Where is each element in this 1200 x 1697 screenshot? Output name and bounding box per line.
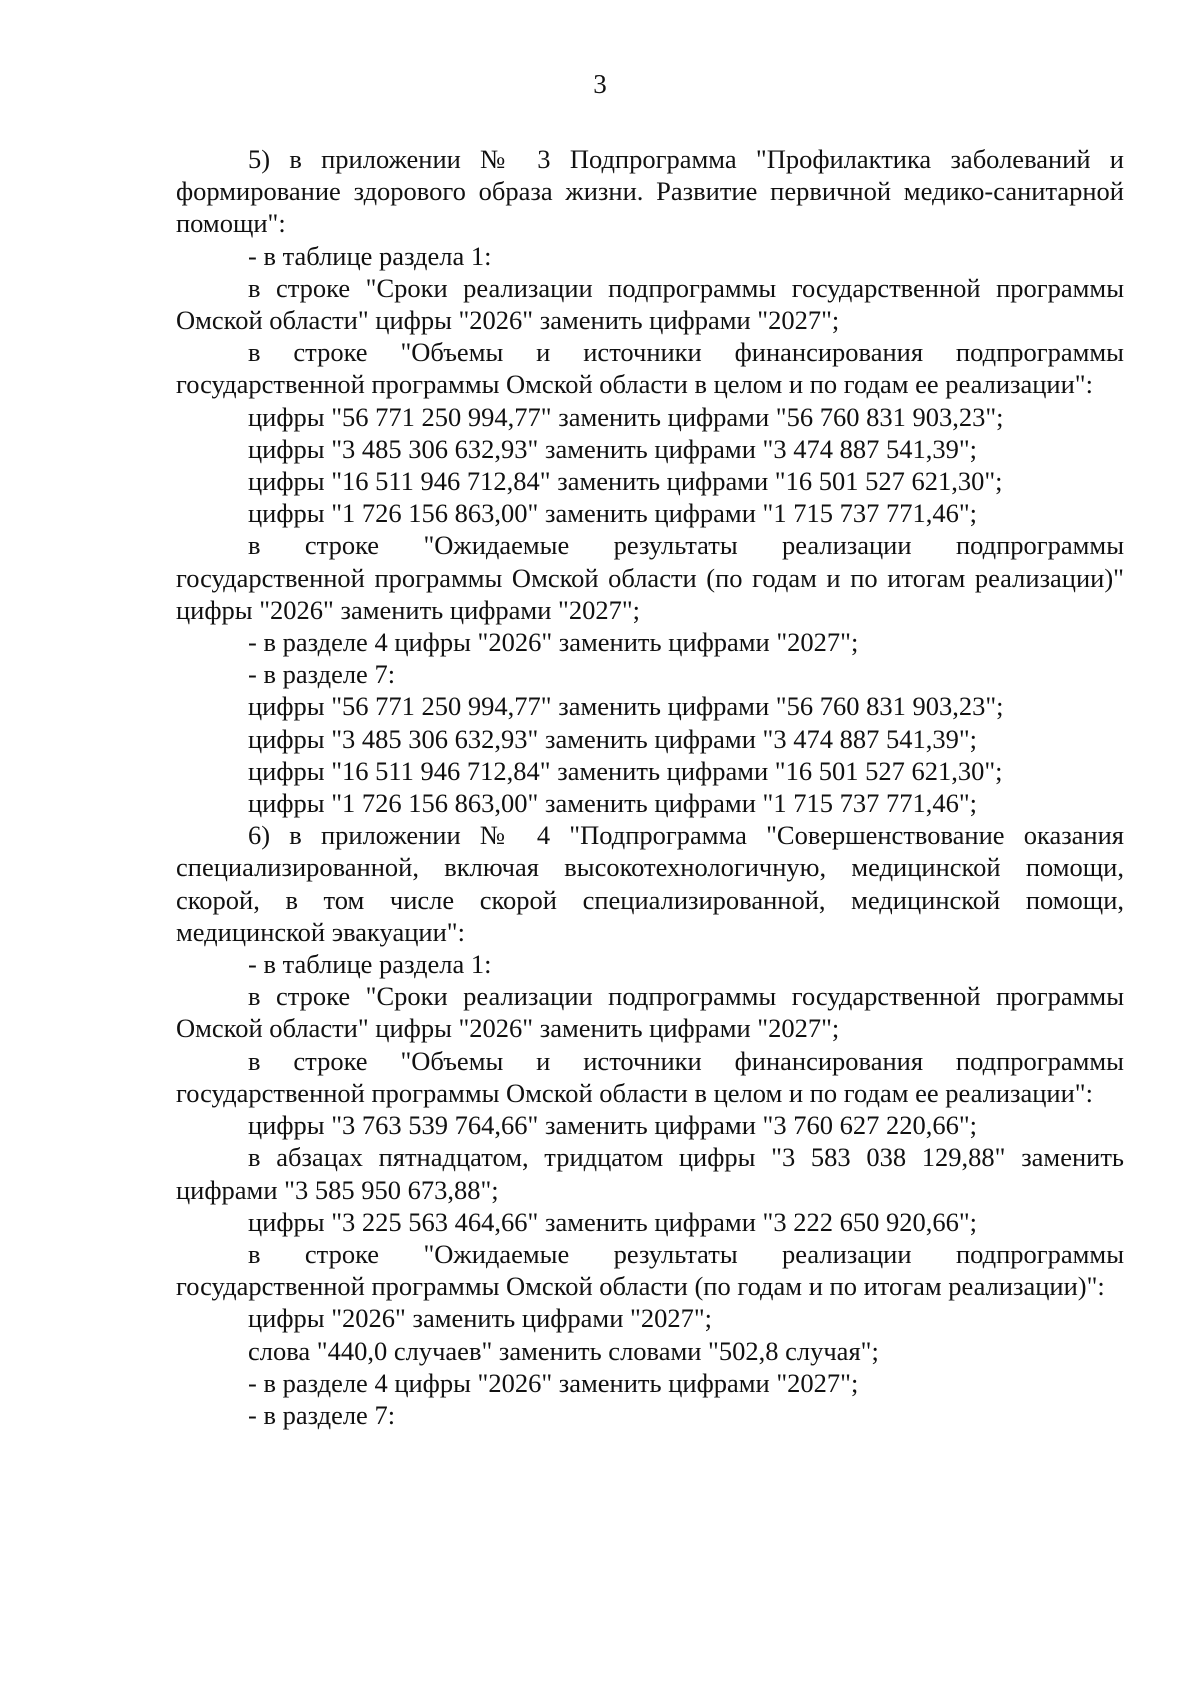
paragraph-figure-replacement: цифры "1 726 156 863,00" заменить цифрами "1 715 737 771,46";	[248, 498, 978, 529]
paragraph-section-7: - в разделе 7:	[248, 659, 396, 690]
paragraph-figure-replacement: цифры "3 763 539 764,66" заменить цифрами "3 760 627 220,66";	[248, 1110, 978, 1141]
paragraph-words-replacement: слова "440,0 случаев" заменить словами "502,8 случая";	[248, 1335, 879, 1366]
paragraph-deadlines-row: в строке "Сроки реализации подпрограммы государственной программы Омской области" цифры "2026" заменить цифрами "2027";	[176, 272, 1124, 336]
paragraph-table-section-1: - в таблице раздела 1:	[248, 240, 492, 271]
paragraph-expected-results-row: в строке "Ожидаемые результаты реализации подпрограммы государственной программы Омской области (по годам и по итогам реализации)" цифры "2026" заменить цифрами "2027";	[176, 530, 1124, 625]
paragraph-figure-replacement: цифры "1 726 156 863,00" заменить цифрами "1 715 737 771,46";	[248, 788, 978, 819]
paragraph-figure-replacement: цифры "56 771 250 994,77" заменить цифрами "56 760 831 903,23";	[248, 401, 1004, 432]
paragraph-figure-replacement: цифры "3 225 563 464,66" заменить цифрами "3 222 650 920,66";	[248, 1206, 978, 1237]
paragraph-item-5-appendix-3: 5) в приложении № 3 Подпрограмма "Профилактика заболеваний и формирование здорового образа жизни. Развитие первичной медико-санитарной помощи":	[176, 144, 1124, 239]
paragraph-figure-replacement: цифры "56 771 250 994,77" заменить цифрами "56 760 831 903,23";	[248, 691, 1004, 722]
paragraph-paragraphs-15-30: в абзацах пятнадцатом, тридцатом цифры "3 583 038 129,88" заменить цифрами "3 585 950 673,88";	[176, 1142, 1124, 1205]
paragraph-section-4: - в разделе 4 цифры "2026" заменить цифрами "2027";	[248, 1367, 859, 1398]
paragraph-figure-replacement: цифры "16 511 946 712,84" заменить цифрами "16 501 527 621,30";	[248, 755, 1003, 786]
paragraph-funding-row: в строке "Объемы и источники финансирования подпрограммы государственной программы Омской области в целом и по годам ее реализации":	[176, 337, 1124, 400]
paragraph-table-section-1: - в таблице раздела 1:	[248, 949, 492, 980]
paragraph-funding-row: в строке "Объемы и источники финансирования подпрограммы государственной программы Омской области в целом и по годам ее реализации":	[176, 1045, 1124, 1108]
paragraph-figure-replacement: цифры "3 485 306 632,93" заменить цифрами "3 474 887 541,39";	[248, 433, 978, 464]
paragraph-figure-replacement: цифры "16 511 946 712,84" заменить цифрами "16 501 527 621,30";	[248, 466, 1003, 497]
paragraph-figure-replacement: цифры "3 485 306 632,93" заменить цифрами "3 474 887 541,39";	[248, 723, 978, 754]
page-number: 3	[593, 69, 607, 99]
paragraph-deadlines-row: в строке "Сроки реализации подпрограммы государственной программы Омской области" цифры "2026" заменить цифрами "2027";	[176, 981, 1124, 1044]
paragraph-section-7: - в разделе 7:	[248, 1399, 396, 1430]
paragraph-expected-results-row: в строке "Ожидаемые результаты реализации подпрограммы государственной программы Омской области (по годам и по итогам реализации)":	[176, 1238, 1124, 1302]
document-body	[176, 143, 1124, 1431]
paragraph-item-6-appendix-4: 6) в приложении № 4 "Подпрограмма "Совершенствование оказания специализированной, включая высокотехнологичную, медицинской помощи, скорой, в том числе скорой специализированной, медицинской помощи, медицинской эвакуации":	[176, 820, 1124, 947]
paragraph-figure-replacement: цифры "2026" заменить цифрами "2027";	[248, 1303, 713, 1334]
paragraph-section-4: - в разделе 4 цифры "2026" заменить цифрами "2027";	[248, 627, 859, 658]
